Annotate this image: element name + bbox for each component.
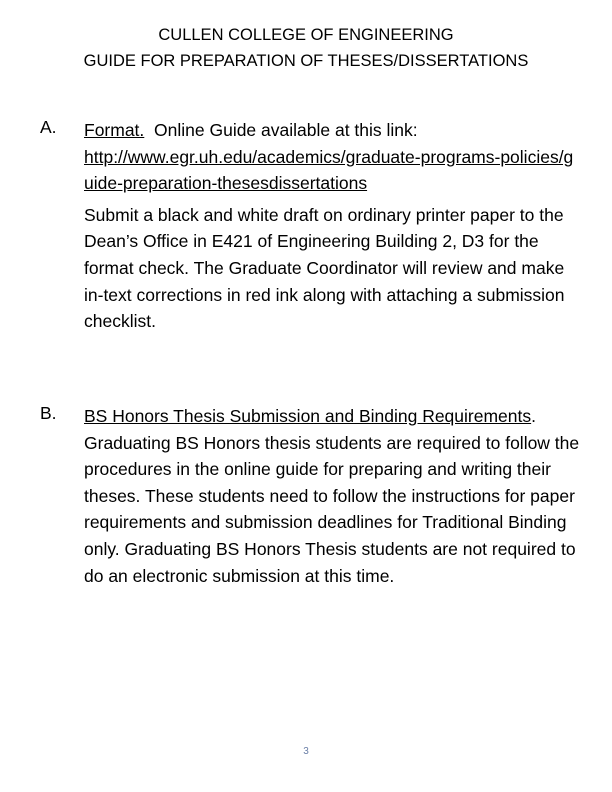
page-number: 3 bbox=[303, 746, 309, 757]
header-line-college: CULLEN COLLEGE OF ENGINEERING bbox=[158, 26, 454, 44]
section-b bbox=[84, 403, 580, 589]
section-a-intro bbox=[84, 117, 580, 144]
section-a-body: Submit a black and white draft on ordinary printer paper to the Dean’s Office in E421 of Engineering Building 2, D3 for the format check. The Graduate Coordinator will review and make in-text corrections in red ink along with attaching a submission checklist. bbox=[84, 204, 565, 332]
section-a-marker: A. bbox=[40, 117, 57, 137]
section-a-intro-text: Online Guide available at this link: bbox=[144, 120, 418, 140]
section-b-heading: BS Honors Thesis Submission and Binding Requirements bbox=[84, 406, 532, 426]
online-guide-link[interactable] bbox=[84, 144, 580, 197]
section-b-body: . Graduating BS Honors thesis students are required to follow the procedures in the online guide for preparing and writing their theses. These students need to follow the instructions for paper requirements and submission deadlines for Traditional Binding only. Graduating BS Honors Thesis students are not required to do an electronic submission at this time. bbox=[84, 406, 580, 586]
section-a-heading: Format. bbox=[84, 120, 145, 140]
document-header bbox=[0, 22, 612, 74]
online-guide-link-text[interactable]: http://www.egr.uh.edu/academics/graduate-programs-policies/guide-preparation-thesesdissertations bbox=[84, 146, 574, 194]
section-b-marker: B. bbox=[40, 403, 57, 423]
header-line-guide-title: GUIDE FOR PREPARATION OF THESES/DISSERTATIONS bbox=[83, 52, 529, 70]
section-a bbox=[84, 117, 580, 335]
